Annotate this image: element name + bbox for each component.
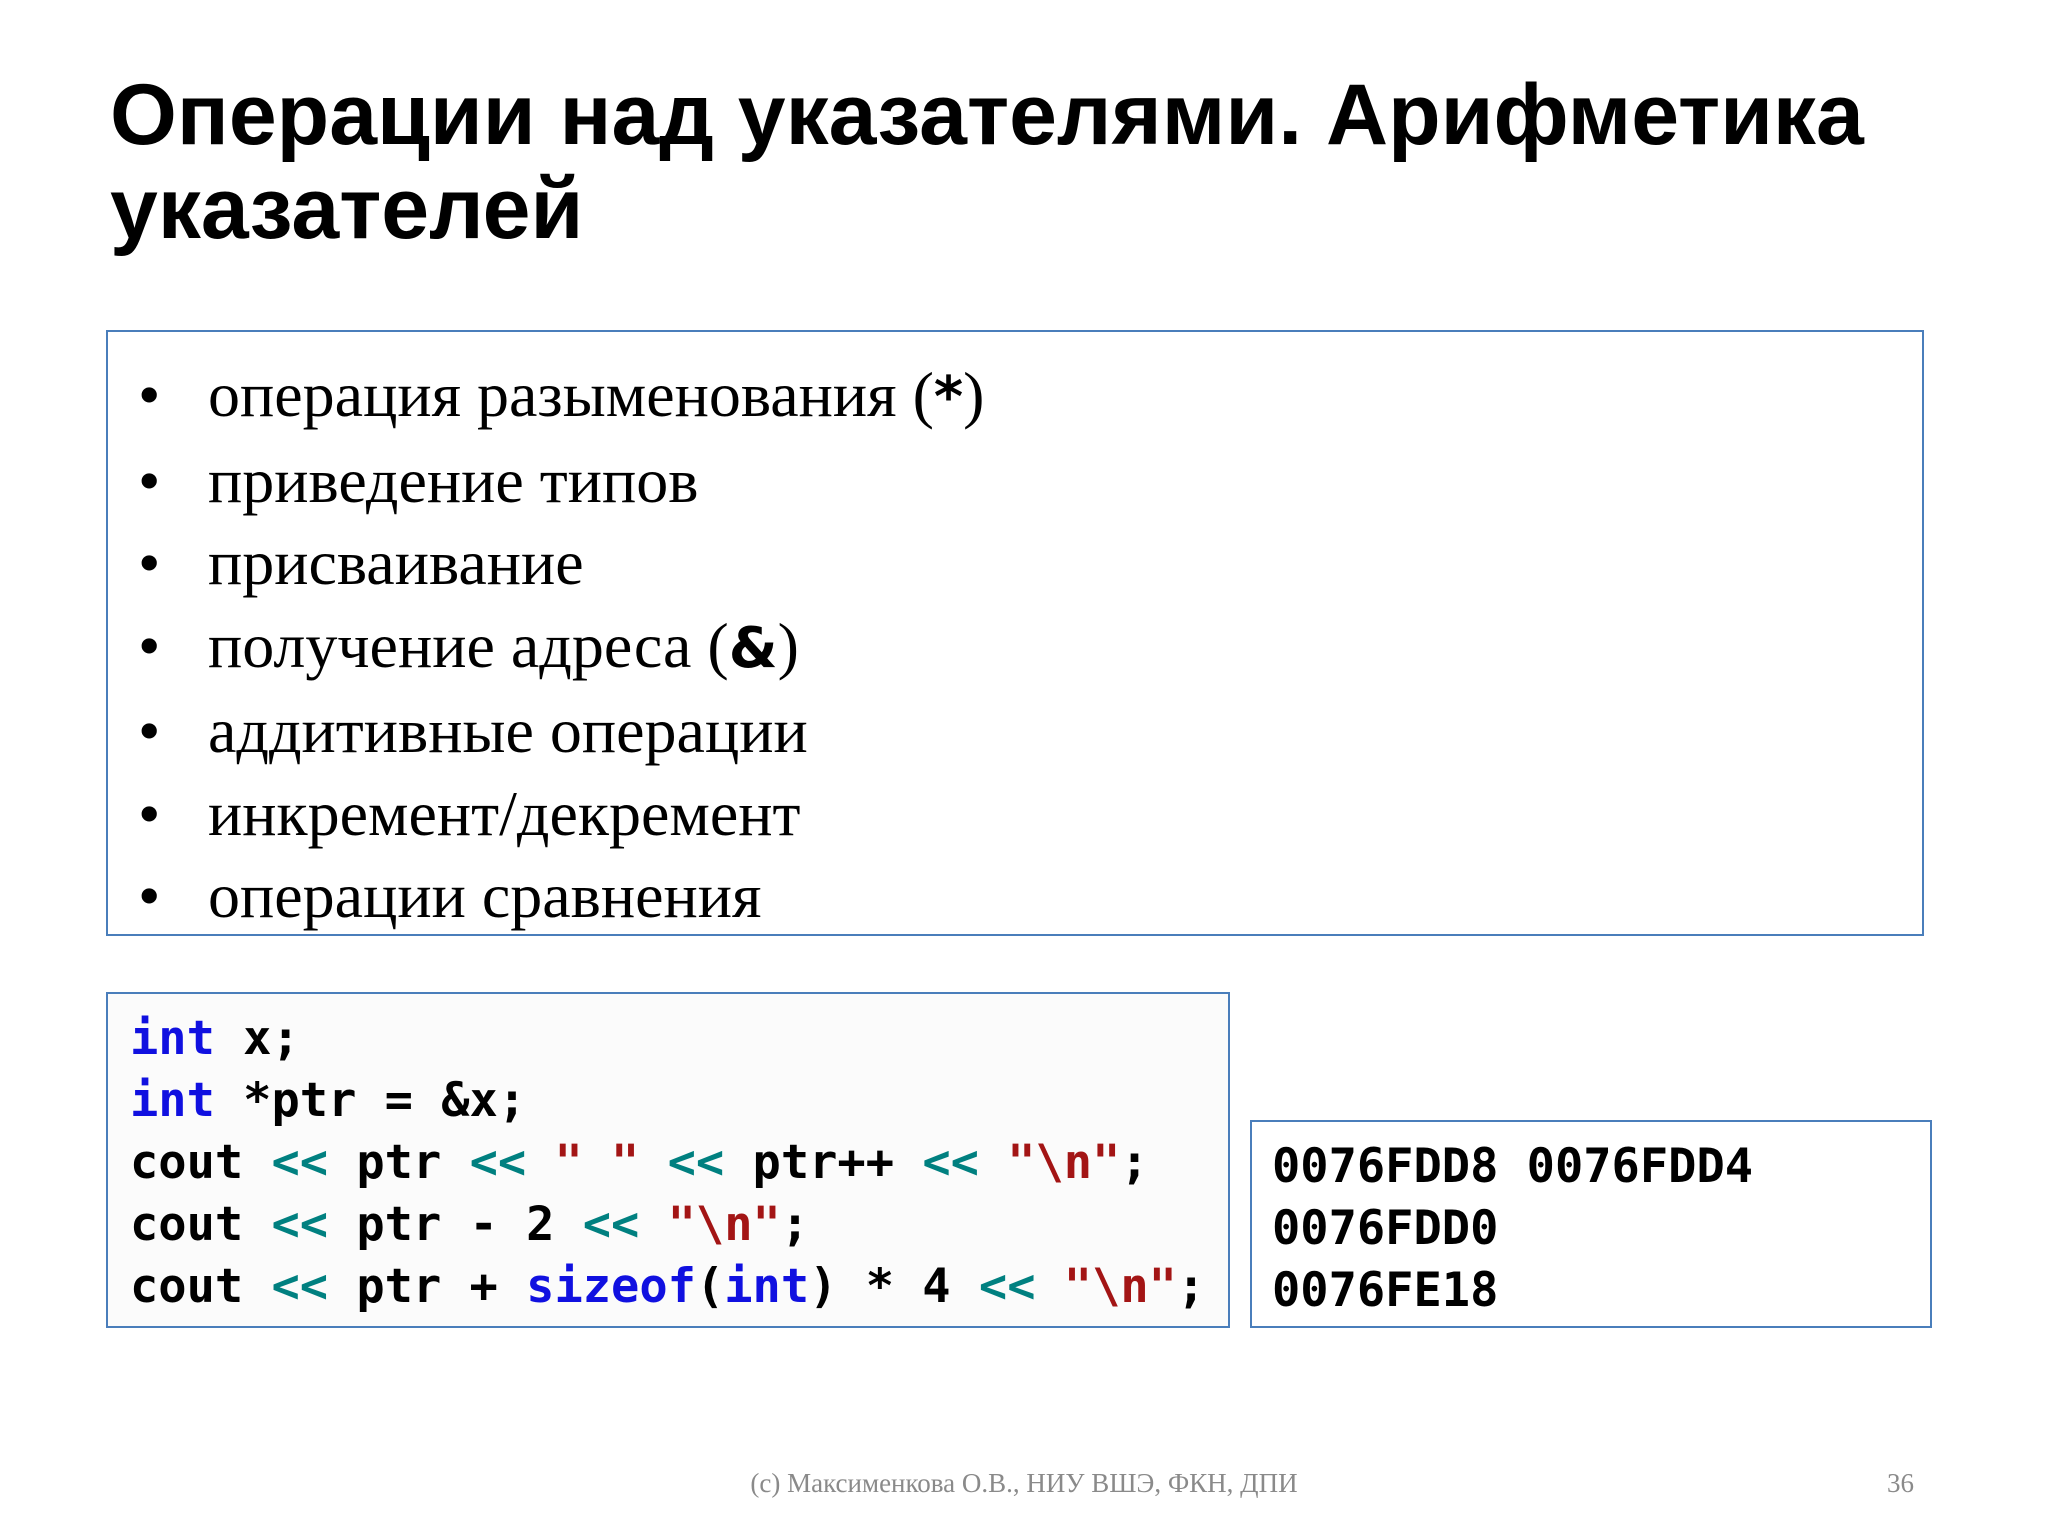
bullet-suffix: ) <box>777 609 799 681</box>
code-token-kw: int <box>724 1259 810 1314</box>
bullet-text: операция разыменования ( <box>208 359 934 430</box>
code-token-op: << <box>667 1135 725 1190</box>
code-token-plain: cout <box>130 1259 272 1314</box>
list-item <box>128 354 984 440</box>
program-output-box <box>1250 1120 1932 1328</box>
list-item <box>128 773 984 856</box>
code-token-op: << <box>469 1135 527 1190</box>
list-item <box>128 855 984 938</box>
output-line: 0076FDD8 0076FDD4 <box>1272 1139 1754 1194</box>
bullet-marker: • <box>138 359 161 430</box>
bullet-text: приведение типов <box>208 444 699 516</box>
output-line: 0076FE18 <box>1272 1263 1499 1318</box>
code-token-plain: ptr++ <box>724 1135 923 1190</box>
code-token-str: "\n" <box>667 1197 781 1252</box>
bullet-text: операции сравнения <box>208 860 762 931</box>
code-block <box>130 1008 1205 1318</box>
code-token-plain: x; <box>214 1011 300 1066</box>
bullet-symbol: * <box>933 365 964 430</box>
list-item <box>128 605 984 691</box>
code-token-op: << <box>978 1259 1036 1314</box>
code-token-kw: int <box>130 1011 215 1066</box>
code-token-plain: ( <box>695 1259 725 1314</box>
code-token-kw: sizeof <box>526 1259 696 1314</box>
code-token-plain <box>526 1135 554 1190</box>
list-item <box>128 690 984 773</box>
list-item <box>128 522 984 605</box>
bullet-marker: • <box>138 860 161 931</box>
code-token-plain: cout <box>130 1197 272 1252</box>
code-token-plain: cout <box>130 1135 272 1190</box>
code-token-plain: *ptr = &x; <box>214 1073 527 1128</box>
bullet-text: инкремент/декремент <box>208 777 801 849</box>
code-token-plain: ptr + <box>328 1259 527 1314</box>
code-token-plain <box>639 1197 667 1252</box>
output-line: 0076FDD0 <box>1272 1201 1499 1256</box>
code-token-plain: ; <box>1120 1135 1149 1190</box>
bullet-suffix: ) <box>963 359 985 430</box>
footer-credits: (c) Максименкова О.В., НИУ ВШЭ, ФКН, ДПИ <box>750 1468 1298 1498</box>
code-line <box>130 1256 1205 1318</box>
bullet-marker: • <box>138 527 161 598</box>
list-item <box>128 440 984 523</box>
code-token-plain <box>979 1135 1007 1190</box>
bullet-text: аддитивные операции <box>208 695 808 766</box>
code-token-plain: ptr <box>328 1135 470 1190</box>
bullet-marker: • <box>138 695 161 766</box>
code-token-plain: ; <box>780 1197 810 1252</box>
code-token-plain <box>639 1135 667 1190</box>
code-token-plain: ) * 4 <box>809 1259 979 1314</box>
code-token-kw: int <box>130 1073 215 1128</box>
code-token-str: "\n" <box>1007 1135 1121 1190</box>
code-token-op: << <box>582 1197 640 1252</box>
bullet-marker: • <box>138 777 161 849</box>
code-token-str: " " <box>554 1135 640 1190</box>
code-token-plain: ; <box>1176 1259 1206 1314</box>
code-example-box <box>106 992 1230 1328</box>
code-token-plain: ptr - 2 <box>328 1197 583 1252</box>
code-token-str: "\n" <box>1063 1259 1177 1314</box>
code-token-plain <box>1036 1259 1064 1314</box>
code-line <box>130 1194 1205 1256</box>
bullet-marker: • <box>138 444 161 516</box>
slide-title: Операции над указателями. Арифметика указателей <box>110 67 1864 257</box>
code-token-op: << <box>271 1197 329 1252</box>
bullet-symbol: & <box>728 615 778 681</box>
code-line <box>130 1132 1205 1194</box>
bullet-text: присваивание <box>208 527 584 598</box>
bullet-marker: • <box>138 609 161 681</box>
code-token-op: << <box>271 1259 329 1314</box>
bullet-text: получение адреса ( <box>208 609 729 681</box>
code-token-op: << <box>922 1135 979 1190</box>
code-line <box>130 1008 1205 1070</box>
operations-list <box>128 354 984 938</box>
code-token-op: << <box>271 1135 329 1190</box>
operations-list-box <box>106 330 1924 936</box>
output-block <box>1272 1136 1753 1322</box>
code-line <box>130 1070 1205 1132</box>
page-number: 36 <box>1887 1468 1914 1498</box>
